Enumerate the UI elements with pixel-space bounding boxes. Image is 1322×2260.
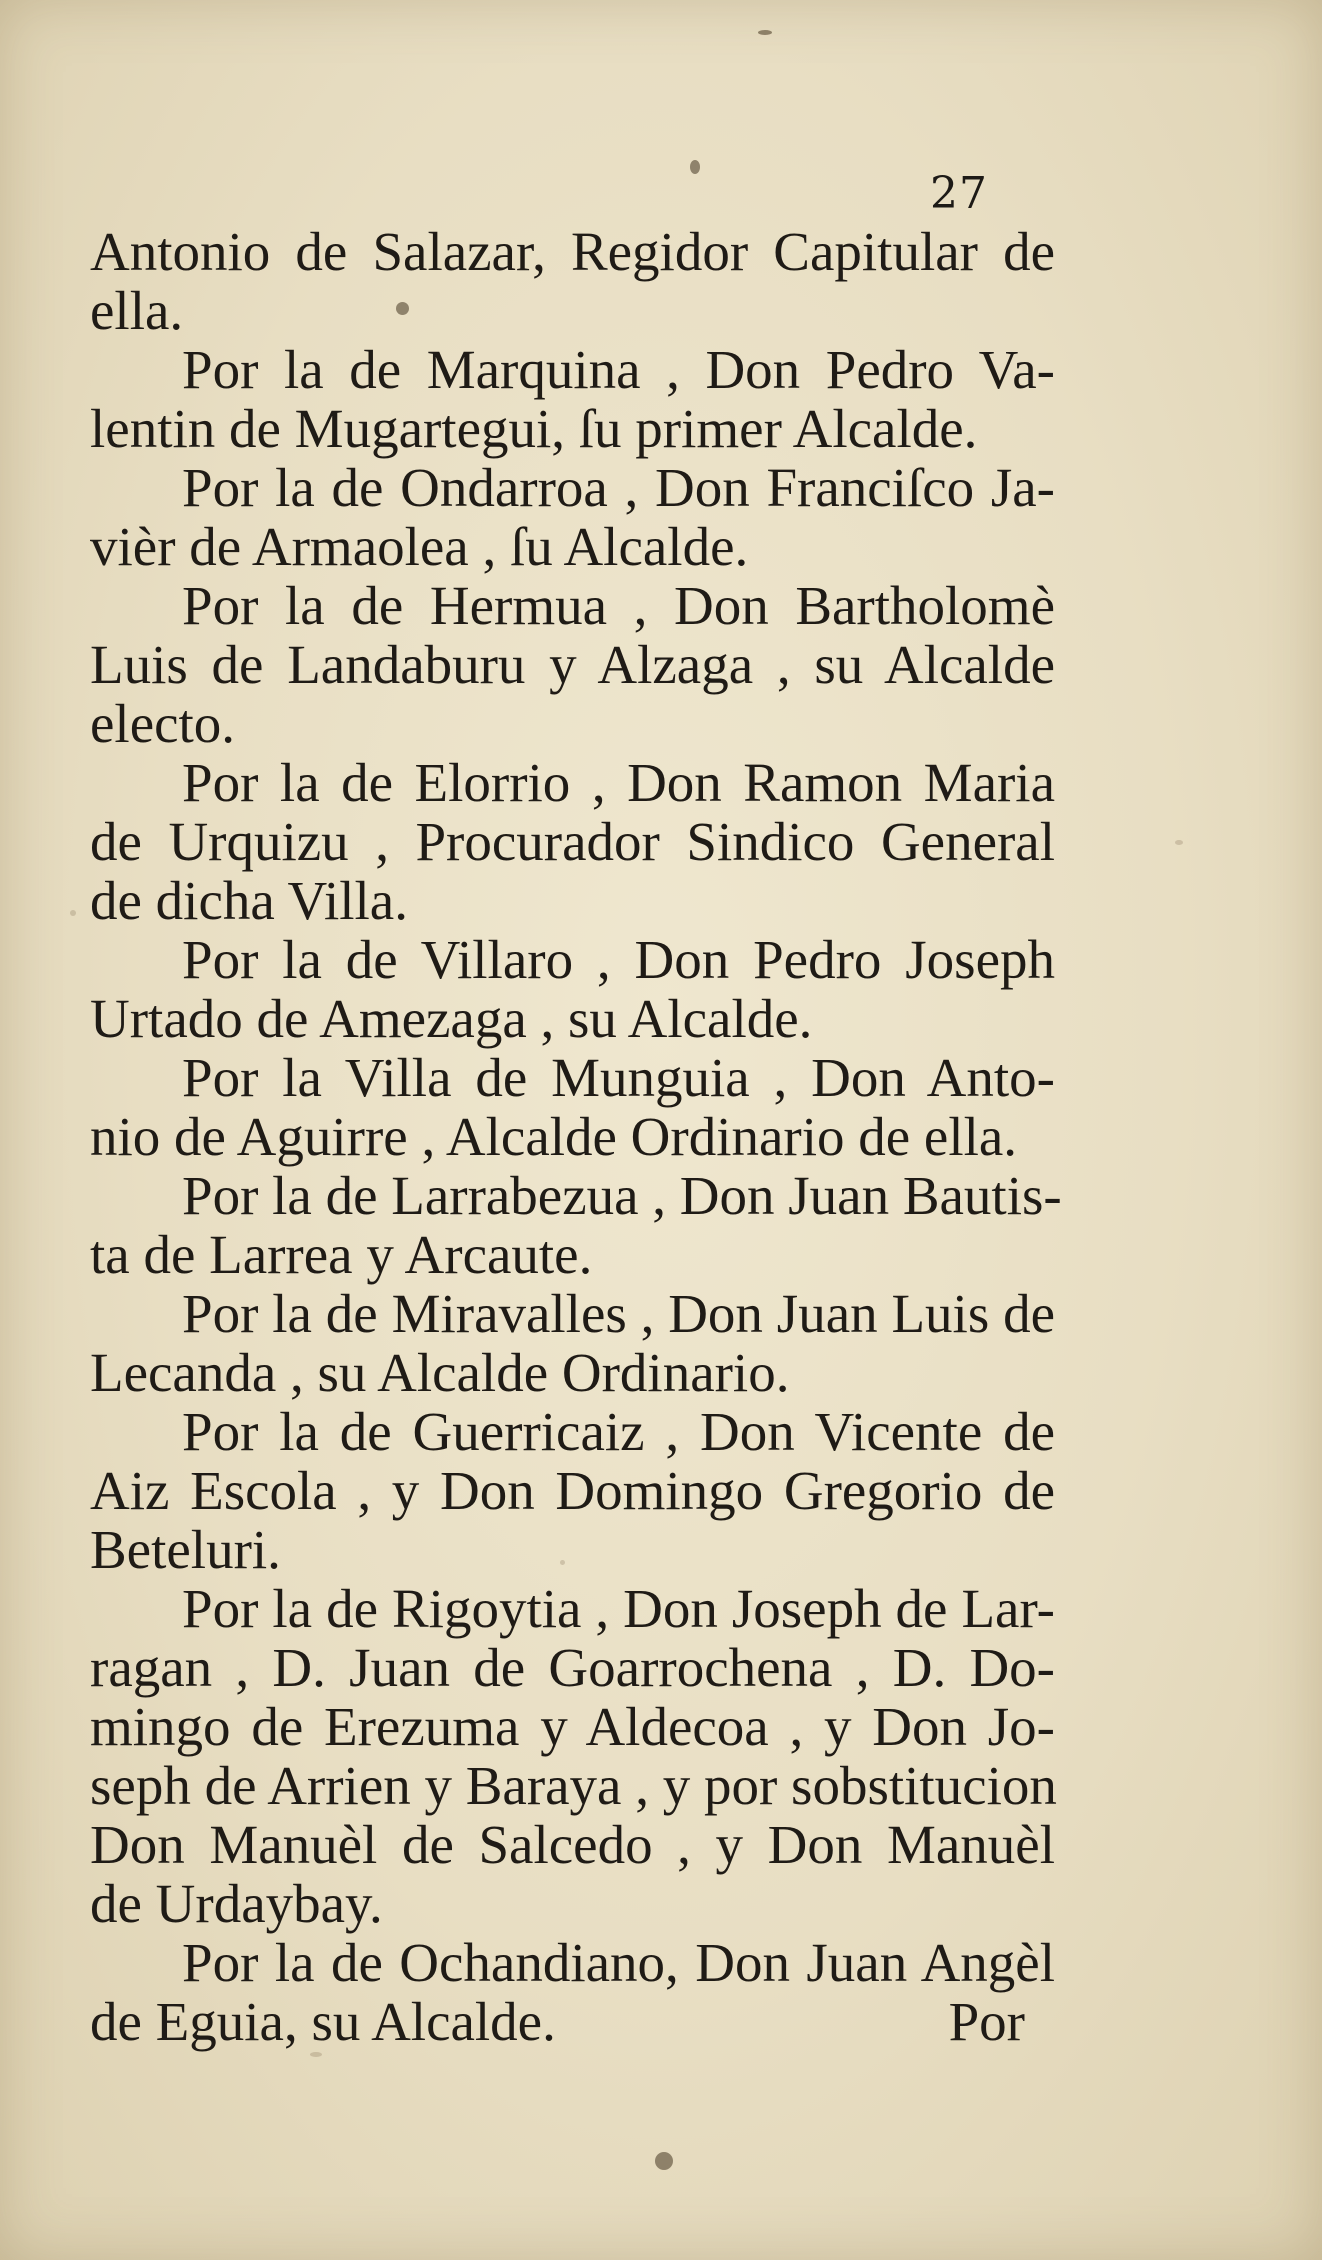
paper-speck — [310, 2052, 322, 2057]
text-line: mingo de Erezuma y Aldecoa , y Don Jo- — [90, 1696, 1055, 1757]
text-line: de dicha Villa. — [90, 870, 408, 931]
text-line: Por la de Marquina , Don Pedro Va- — [182, 339, 1055, 400]
entry-elorrio — [90, 753, 1055, 930]
entry-munguia — [90, 1048, 1055, 1166]
text-line: Por la Villa de Munguia , Don Anto- — [182, 1047, 1055, 1108]
paper-speck — [1175, 840, 1183, 845]
entry-villaro — [90, 930, 1055, 1048]
text-line: Por la de Ondarroa , Don Franciſco Ja- — [182, 457, 1055, 518]
paper-speck — [560, 1560, 565, 1565]
text-line: Lecanda , su Alcalde Ordinario. — [90, 1342, 790, 1403]
text-line: de Urquizu , Procurador Sindico General — [90, 811, 1055, 872]
text-line: de Urdaybay. — [90, 1873, 383, 1934]
text-line: ragan , D. Juan de Goarrochena , D. Do- — [90, 1637, 1055, 1698]
text-line: Por la de Elorrio , Don Ramon Maria — [182, 752, 1055, 813]
text-line: Por la de Rigoytia , Don Joseph de Lar- — [182, 1578, 1055, 1639]
entry-ochandiano — [90, 1933, 1055, 2051]
ink-spot — [396, 302, 409, 315]
entry-guerricaiz — [90, 1402, 1055, 1579]
catchword: Por — [948, 1991, 1025, 2052]
entry-larrabezua — [90, 1165, 1062, 1285]
entry-ondarroa — [90, 458, 1055, 576]
text-line: lentin de Mugartegui, ſu primer Alcalde. — [90, 398, 978, 459]
entry-marquina — [90, 340, 1055, 458]
entry-rigoytia — [90, 1579, 1055, 1933]
text-line: Urtado de Amezaga , su Alcalde. — [90, 988, 813, 1049]
text-line: nio de Aguirre , Alcalde Ordinario de ella. — [90, 1106, 1018, 1167]
ink-spot — [690, 160, 700, 174]
text-line: electo. — [90, 693, 236, 754]
text-line: Aiz Escola , y Don Domingo Gregorio de — [90, 1460, 1055, 1521]
text-line: ella. — [90, 280, 184, 341]
text-line: Por la de Larrabezua , Don Juan Bautis- — [182, 1165, 1062, 1226]
ink-spot — [655, 2152, 673, 2170]
text-line: ta de Larrea y Arcaute. — [90, 1224, 593, 1285]
text-line: Don Manuèl de Salcedo , y Don Manuèl — [90, 1814, 1055, 1875]
paper-speck — [70, 910, 76, 916]
entry-miravalles — [90, 1284, 1055, 1402]
page-number: 27 — [930, 168, 988, 219]
text-line: Por la de Guerricaiz , Don Vicente de — [182, 1401, 1055, 1462]
text-line: vièr de Armaolea , ſu Alcalde. — [90, 516, 749, 577]
body-text — [90, 221, 1062, 2052]
text-line: Luis de Landaburu y Alzaga , su Alcalde — [90, 634, 1055, 695]
entry-hermua — [90, 576, 1055, 753]
text-line: Por la de Miravalles , Don Juan Luis de — [182, 1283, 1055, 1344]
text-line: Por la de Hermua , Don Bartholomè — [182, 575, 1055, 636]
text-line: Por la de Villaro , Don Pedro Joseph — [182, 929, 1055, 990]
text-line: Antonio de Salazar, Regidor Capitular de — [90, 221, 1055, 282]
text-line: Beteluri. — [90, 1519, 281, 1580]
ink-spot — [758, 30, 772, 35]
text-line: seph de Arrien y Baraya , y por sobstitucion — [90, 1755, 1057, 1816]
last-line-with-catchword — [90, 1992, 1055, 2051]
text-line: Por la de Ochandiano, Don Juan Angèl — [182, 1932, 1055, 1993]
text-line: de Eguia, su Alcalde. — [90, 1991, 556, 2052]
entry-salazar — [90, 222, 1055, 340]
